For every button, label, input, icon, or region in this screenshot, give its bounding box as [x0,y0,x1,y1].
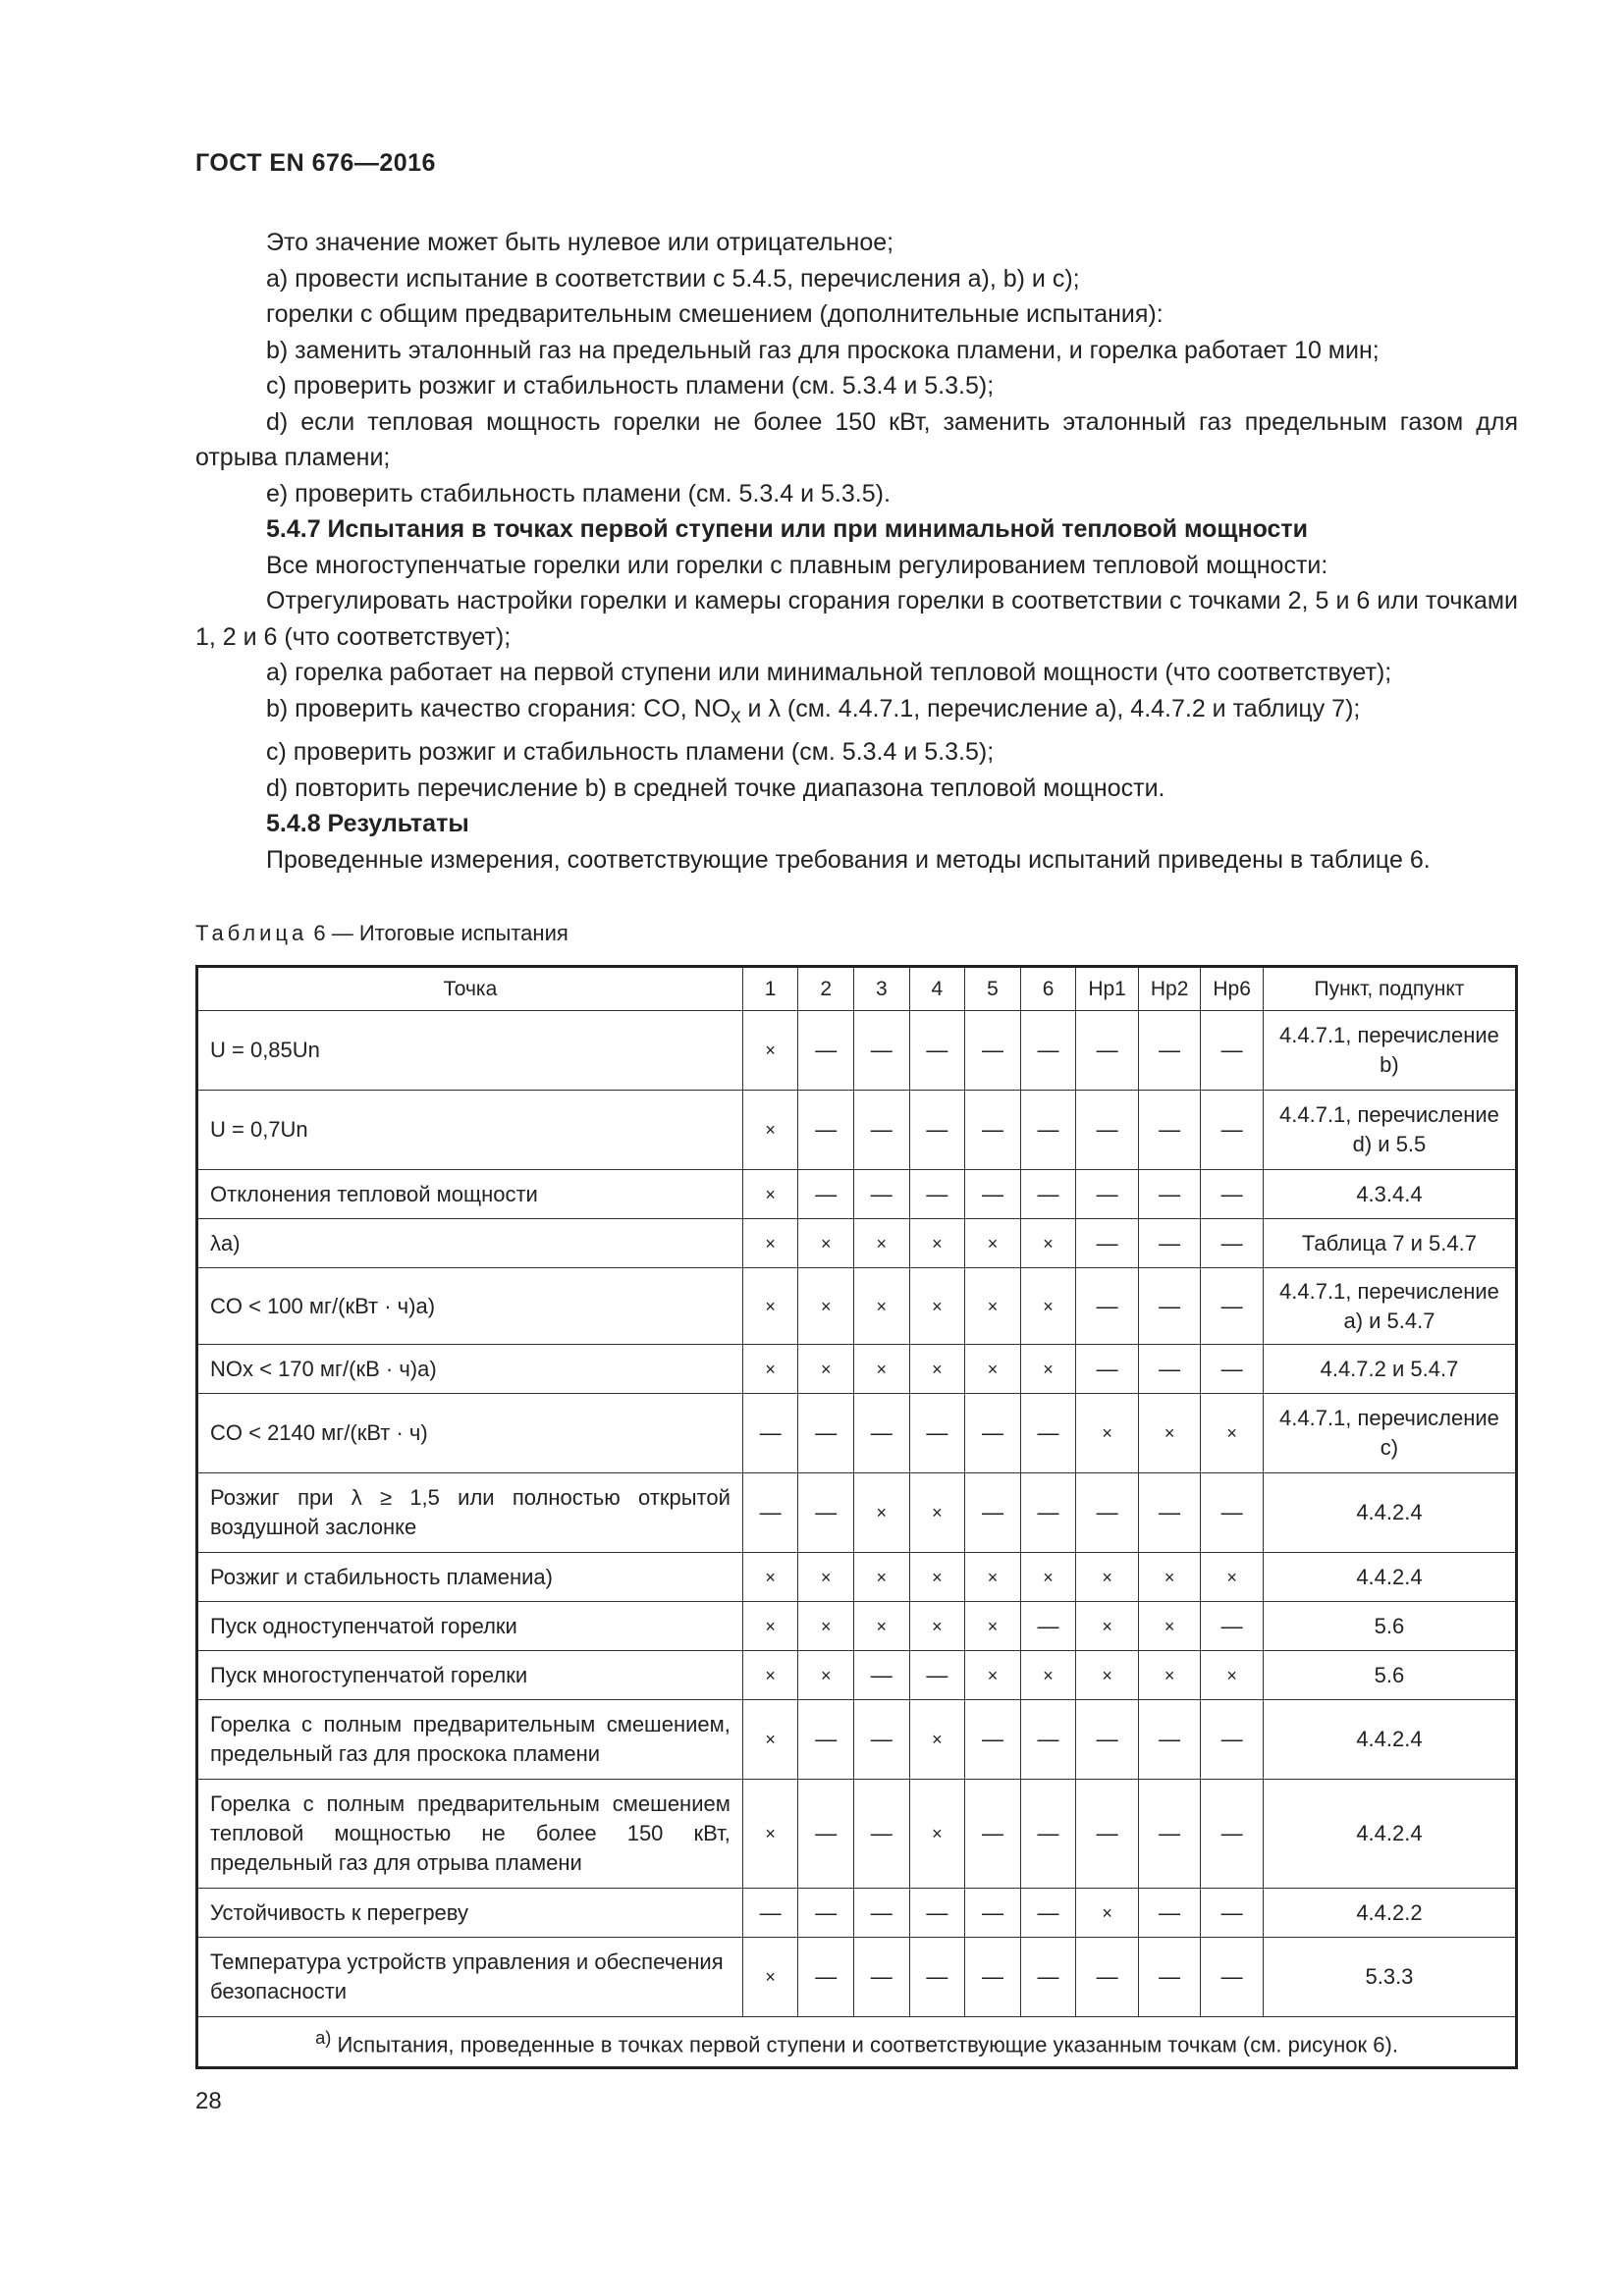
list-item-d: d) повторить перечисление b) в средней точке диапазона тепловой мощности. [266,774,1165,802]
table-row [197,1394,1517,1473]
mark-cell: × [909,1780,965,1889]
mark-cell: — [909,1651,965,1700]
mark-cell: — [1020,1011,1076,1091]
test-name-cell: Пуск многоступенчатой горелки [197,1651,743,1700]
table-row [197,1170,1517,1219]
page-header: ГОСТ EN 676—2016 [195,149,436,177]
mark-cell: × [909,1268,965,1345]
mark-cell: × [742,1091,798,1170]
mark-cell: — [798,1394,854,1473]
table-row [197,1345,1517,1394]
list-item-b-sub: x [731,704,741,727]
mark-cell: — [965,1170,1021,1219]
mark-cell: — [1138,1219,1201,1268]
results-table [195,965,1518,2069]
mark-cell: — [1076,1938,1139,2017]
mark-cell: — [1201,1091,1264,1170]
reference-cell: 5.6 [1263,1602,1516,1651]
mark-cell: × [909,1473,965,1553]
mark-cell: × [909,1219,965,1268]
mark-cell: × [854,1602,910,1651]
mark-cell: × [965,1553,1021,1602]
mark-cell: × [742,1700,798,1780]
test-name-cell: U = 0,7Un [197,1091,743,1170]
mark-cell: — [1076,1170,1139,1219]
mark-cell: — [798,1780,854,1889]
paragraph: горелки с общим предварительным смешением (дополнительные испытания): [266,300,1164,328]
mark-cell: — [1138,1889,1201,1938]
mark-cell: × [742,1011,798,1091]
reference-cell: Таблица 7 и 5.4.7 [1263,1219,1516,1268]
mark-cell: — [854,1651,910,1700]
test-name-cell: NOx < 170 мг/(кВ · ч)a) [197,1345,743,1394]
reference-cell: 4.4.2.4 [1263,1700,1516,1780]
mark-cell: — [742,1394,798,1473]
mark-cell: × [909,1553,965,1602]
column-header: 5 [965,967,1021,1011]
paragraph: Отрегулировать настройки горелки и камеры сгорания горелки в соответствии с точками 2, 5 и 6 или точками 1, 2 и 6 (что соответствует); [195,587,1518,651]
mark-cell: — [854,1889,910,1938]
mark-cell: — [909,1170,965,1219]
mark-cell: — [1138,1473,1201,1553]
mark-cell: × [1076,1889,1139,1938]
mark-cell: — [854,1938,910,2017]
mark-cell: — [1138,1938,1201,2017]
mark-cell: × [965,1268,1021,1345]
mark-cell: × [742,1651,798,1700]
list-item-b: b) заменить эталонный газ на предельный газ для проскока пламени, и горелка работает 10 мин; [266,336,1380,364]
table-row [197,1780,1517,1889]
list-item-e: e) проверить стабильность пламени (см. 5.3.4 и 5.3.5). [266,479,891,507]
mark-cell: — [1138,1345,1201,1394]
reference-cell: 4.4.2.4 [1263,1780,1516,1889]
table-row [197,1700,1517,1780]
table-caption-word: Таблица [195,921,308,945]
mark-cell: × [742,1553,798,1602]
reference-cell: 5.3.3 [1263,1938,1516,2017]
mark-cell: — [909,1091,965,1170]
mark-cell: — [965,1700,1021,1780]
paragraph: Проведенные измерения, соответствующие требования и методы испытаний приведены в таблице 6. [266,845,1431,874]
mark-cell: — [798,1170,854,1219]
footnote-mark: a) [315,2027,332,2049]
mark-cell: × [1201,1651,1264,1700]
reference-cell: 4.4.2.4 [1263,1553,1516,1602]
mark-cell: × [1201,1394,1264,1473]
reference-cell: 4.3.4.4 [1263,1170,1516,1219]
column-header: Hp1 [1076,967,1139,1011]
mark-cell: — [1201,1219,1264,1268]
list-item-b-before: b) проверить качество сгорания: CO, NO [266,694,731,722]
mark-cell: — [965,1091,1021,1170]
mark-cell: × [798,1553,854,1602]
mark-cell: × [965,1651,1021,1700]
mark-cell: — [909,1889,965,1938]
list-item-d: d) если тепловая мощность горелки не более 150 кВт, заменить эталонный газ предельным газом для отрыва пламени; [195,407,1518,471]
reference-cell: 4.4.2.4 [1263,1473,1516,1553]
table-row [197,1938,1517,2017]
test-name-cell: Горелка с полным предварительным смешением, предельный газ для проскока пламени [197,1700,743,1780]
mark-cell: × [965,1602,1021,1651]
test-name-cell: Температура устройств управления и обеспечения безопасности [197,1938,743,2017]
mark-cell: × [742,1345,798,1394]
mark-cell: — [965,1780,1021,1889]
column-header: 2 [798,967,854,1011]
column-header: Hp6 [1201,967,1264,1011]
mark-cell: — [965,1394,1021,1473]
mark-cell: × [798,1602,854,1651]
mark-cell: — [1020,1780,1076,1889]
mark-cell: × [854,1473,910,1553]
list-item-c: c) проверить розжиг и стабильность пламени (см. 5.3.4 и 5.3.5); [266,738,995,766]
mark-cell: × [1076,1602,1139,1651]
mark-cell: — [1020,1602,1076,1651]
mark-cell: — [854,1011,910,1091]
mark-cell: — [1138,1170,1201,1219]
table-row [197,1268,1517,1345]
mark-cell: — [1138,1091,1201,1170]
mark-cell: × [1020,1651,1076,1700]
mark-cell: — [1201,1268,1264,1345]
mark-cell: — [1201,1700,1264,1780]
mark-cell: × [909,1700,965,1780]
reference-cell: 4.4.7.2 и 5.4.7 [1263,1345,1516,1394]
paragraph: Это значение может быть нулевое или отрицательное; [266,229,894,256]
mark-cell: × [854,1268,910,1345]
mark-cell: — [909,1394,965,1473]
mark-cell: × [1138,1651,1201,1700]
table-footnote-row [197,2017,1517,2068]
table-row [197,1553,1517,1602]
list-item-c: c) проверить розжиг и стабильность пламени (см. 5.3.4 и 5.3.5); [266,372,995,400]
mark-cell: — [798,1091,854,1170]
mark-cell: — [798,1889,854,1938]
mark-cell: — [854,1780,910,1889]
reference-cell: 4.4.7.1, перечисление a) и 5.4.7 [1263,1268,1516,1345]
test-name-cell: Розжиг и стабильность пламениa) [197,1553,743,1602]
column-header: Hp2 [1138,967,1201,1011]
test-name-cell: Отклонения тепловой мощности [197,1170,743,1219]
mark-cell: — [1076,1219,1139,1268]
column-header: 3 [854,967,910,1011]
mark-cell: — [1020,1394,1076,1473]
page-number: 28 [195,2088,222,2114]
table-caption-text: 6 — Итоговые испытания [307,921,568,945]
table-row [197,1011,1517,1091]
mark-cell: × [909,1345,965,1394]
column-header: 6 [1020,967,1076,1011]
mark-cell: × [965,1219,1021,1268]
paragraph: Все многоступенчатые горелки или горелки с плавным регулированием тепловой мощности: [266,551,1328,579]
reference-cell: 4.4.2.2 [1263,1889,1516,1938]
mark-cell: × [1076,1553,1139,1602]
mark-cell: — [909,1938,965,2017]
section-heading-5-4-7: 5.4.7 Испытания в точках первой ступени или при минимальной тепловой мощности [266,515,1309,543]
test-name-cell: λa) [197,1219,743,1268]
mark-cell: — [742,1473,798,1553]
mark-cell: — [1020,1889,1076,1938]
list-item-b [195,691,1518,735]
reference-cell: 4.4.7.1, перечисление d) и 5.5 [1263,1091,1516,1170]
mark-cell: × [854,1219,910,1268]
mark-cell: × [1020,1553,1076,1602]
mark-cell: × [798,1651,854,1700]
column-header: 4 [909,967,965,1011]
mark-cell: — [854,1700,910,1780]
mark-cell: × [742,1170,798,1219]
mark-cell: × [798,1345,854,1394]
mark-cell: — [1201,1170,1264,1219]
table-caption [195,921,568,946]
table-row [197,1651,1517,1700]
mark-cell: — [1076,1091,1139,1170]
mark-cell: × [1138,1394,1201,1473]
mark-cell: — [1201,1889,1264,1938]
mark-cell: — [965,1938,1021,2017]
mark-cell: — [1201,1602,1264,1651]
mark-cell: — [1020,1170,1076,1219]
mark-cell: — [854,1170,910,1219]
mark-cell: × [742,1219,798,1268]
test-name-cell: U = 0,85Un [197,1011,743,1091]
mark-cell: — [965,1011,1021,1091]
mark-cell: — [1076,1473,1139,1553]
mark-cell: × [1020,1268,1076,1345]
reference-cell: 4.4.7.1, перечисление c) [1263,1394,1516,1473]
mark-cell: — [1076,1011,1139,1091]
table-row [197,1219,1517,1268]
mark-cell: — [1201,1011,1264,1091]
mark-cell: — [1076,1345,1139,1394]
test-name-cell: CO < 2140 мг/(кВт · ч) [197,1394,743,1473]
mark-cell: — [965,1889,1021,1938]
mark-cell: × [742,1938,798,2017]
mark-cell: × [798,1268,854,1345]
mark-cell: — [1020,1473,1076,1553]
test-name-cell: Пуск одноступенчатой горелки [197,1602,743,1651]
mark-cell: — [909,1011,965,1091]
mark-cell: — [854,1394,910,1473]
list-item-a: a) горелка работает на первой ступени или минимальной тепловой мощности (что соответствует); [266,659,1392,686]
list-item-a: a) провести испытание в соответствии с 5.4.5, перечисления a), b) и c); [266,264,1080,293]
mark-cell: — [798,1473,854,1553]
test-name-cell: Розжиг при λ ≥ 1,5 или полностью открытой воздушной заслонке [197,1473,743,1553]
mark-cell: × [1076,1651,1139,1700]
table-row [197,1091,1517,1170]
mark-cell: × [965,1345,1021,1394]
mark-cell: × [742,1602,798,1651]
test-name-cell: Горелка с полным предварительным смешением тепловой мощностью не более 150 кВт, предельный газ для отрыва пламени [197,1780,743,1889]
reference-cell: 5.6 [1263,1651,1516,1700]
mark-cell: — [1138,1011,1201,1091]
mark-cell: × [742,1268,798,1345]
mark-cell: — [742,1889,798,1938]
column-header: Пункт, подпункт [1263,967,1516,1011]
mark-cell: — [1138,1700,1201,1780]
section-heading-5-4-8: 5.4.8 Результаты [266,810,469,837]
column-header: Точка [197,967,743,1011]
mark-cell: — [1076,1780,1139,1889]
footnote-text: Испытания, проведенные в точках первой ступени и соответствующие указанным точкам (см. рисунок 6). [331,2032,1398,2057]
reference-cell: 4.4.7.1, перечисление b) [1263,1011,1516,1091]
mark-cell: × [909,1602,965,1651]
body-text [195,225,1518,878]
mark-cell: × [854,1553,910,1602]
mark-cell: — [1201,1345,1264,1394]
mark-cell: × [854,1345,910,1394]
mark-cell: — [1020,1700,1076,1780]
mark-cell: × [1201,1553,1264,1602]
table-row [197,1889,1517,1938]
mark-cell: × [1076,1394,1139,1473]
mark-cell: × [1138,1553,1201,1602]
mark-cell: — [1201,1938,1264,2017]
test-name-cell: Устойчивость к перегреву [197,1889,743,1938]
mark-cell: × [1138,1602,1201,1651]
mark-cell: × [742,1780,798,1889]
mark-cell: — [854,1091,910,1170]
table-footnote [197,2017,1517,2068]
table-row [197,1473,1517,1553]
mark-cell: — [798,1700,854,1780]
mark-cell: — [1138,1268,1201,1345]
mark-cell: — [1076,1700,1139,1780]
mark-cell: — [798,1011,854,1091]
column-header: 1 [742,967,798,1011]
mark-cell: — [1020,1091,1076,1170]
test-name-cell: CO < 100 мг/(кВт · ч)a) [197,1268,743,1345]
mark-cell: × [1020,1219,1076,1268]
table-header-row [197,967,1517,1011]
mark-cell: — [798,1938,854,2017]
mark-cell: — [1020,1938,1076,2017]
mark-cell: — [965,1473,1021,1553]
table-row [197,1602,1517,1651]
mark-cell: — [1076,1268,1139,1345]
mark-cell: × [798,1219,854,1268]
list-item-b-after: и λ (см. 4.4.7.1, перечисление a), 4.4.7.2 и таблицу 7); [740,694,1361,722]
mark-cell: × [1020,1345,1076,1394]
mark-cell: — [1201,1780,1264,1889]
mark-cell: — [1201,1473,1264,1553]
table-body [197,967,1517,2017]
mark-cell: — [1138,1780,1201,1889]
